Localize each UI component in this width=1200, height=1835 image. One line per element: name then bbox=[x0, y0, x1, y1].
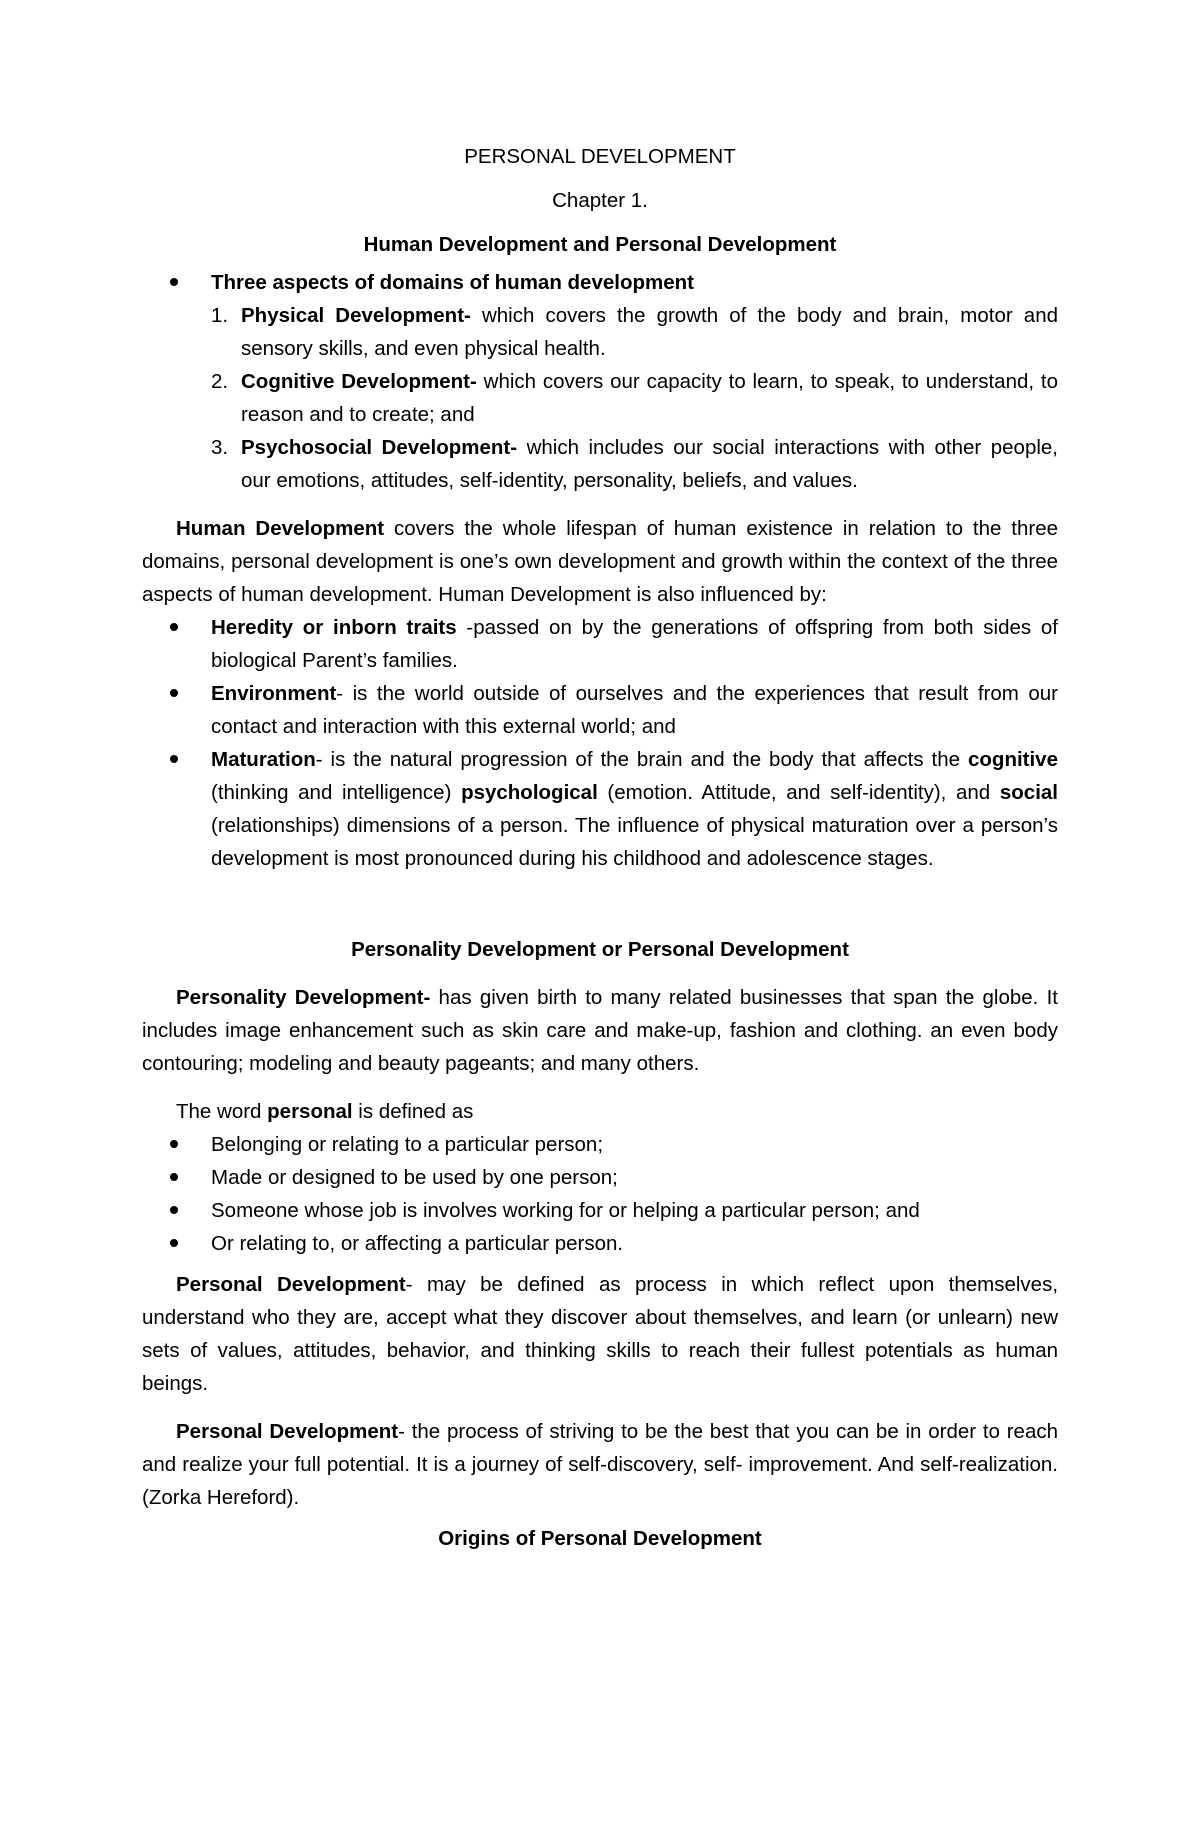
section-heading-origins: Origins of Personal Development bbox=[438, 1527, 762, 1550]
chapter-label: Chapter 1. bbox=[552, 189, 648, 212]
influence-item-maturation: Maturation- is the natural progression of the brain and the body that affects the cognitive (thinking and intelligence) psychological (emotion. Attitude, and self-identity), and social (relationships) dimensions of a person. The influence of physical maturation over a person’s development is most pronounced during his childhood and adolescence stages. bbox=[142, 743, 1058, 875]
section-heading-personality: Personality Development or Personal Development bbox=[351, 938, 849, 961]
word-personal-paragraph: The word personal is defined as bbox=[176, 1100, 474, 1123]
influence-item: Environment- is the world outside of ourselves and the experiences that result from our contact and interaction with this external world; and bbox=[142, 677, 1058, 743]
aspect-item: 2. Cognitive Development- which covers our capacity to learn, to speak, to understand, to reason and to create; and bbox=[211, 370, 1059, 426]
aspects-heading: Three aspects of domains of human development bbox=[142, 266, 1058, 299]
influences-list bbox=[142, 611, 1058, 875]
definitions-list bbox=[142, 1128, 1058, 1260]
aspects-list bbox=[142, 266, 1058, 299]
personality-development-paragraph: Personality Development- has given birth to many related businesses that span the globe. It includes image enhancement such as skin care and make-up, fashion and clothing. an even body contouring; modeling and beauty pageants; and many others. bbox=[142, 986, 1058, 1075]
definition-item: Made or designed to be used by one person; bbox=[142, 1161, 1058, 1194]
definition-item: Or relating to, or affecting a particular person. bbox=[142, 1227, 1058, 1260]
document-title: PERSONAL DEVELOPMENT bbox=[464, 145, 736, 168]
human-development-paragraph: Human Development covers the whole lifespan of human existence in relation to the three domains, personal development is one’s own development and growth within the context of the three aspects of human development. Human Development is also influenced by: bbox=[142, 517, 1059, 606]
definition-item: Belonging or relating to a particular person; bbox=[142, 1128, 1058, 1161]
aspect-item: 1. Physical Development- which covers the growth of the body and brain, motor and sensory skills, and even physical health. bbox=[211, 304, 1058, 360]
section-subtitle: Human Development and Personal Development bbox=[363, 233, 837, 256]
aspect-item: 3. Psychosocial Development- which includes our social interactions with other people, our emotions, attitudes, self-identity, personality, beliefs, and values. bbox=[211, 436, 1058, 492]
aspects-numbered-list bbox=[142, 299, 1058, 497]
personal-development-definition-1: Personal Development- may be defined as process in which reflect upon themselves, understand who they are, accept what they discover about themselves, and learn (or unlearn) new sets of values, attitudes, behavior, and thinking skills to reach their fullest potentials as human beings. bbox=[142, 1273, 1059, 1395]
influence-item: Heredity or inborn traits -passed on by the generations of offspring from both sides of biological Parent’s families. bbox=[142, 611, 1058, 677]
document-content bbox=[142, 140, 1058, 1555]
personal-development-definition-2: Personal Development- the process of striving to be the best that you can be in order to reach and realize your full potential. It is a journey of self-discovery, self- improvement. And self-realization. (Zorka Hereford). bbox=[142, 1420, 1058, 1509]
definition-item: Someone whose job is involves working for or helping a particular person; and bbox=[142, 1194, 1058, 1227]
